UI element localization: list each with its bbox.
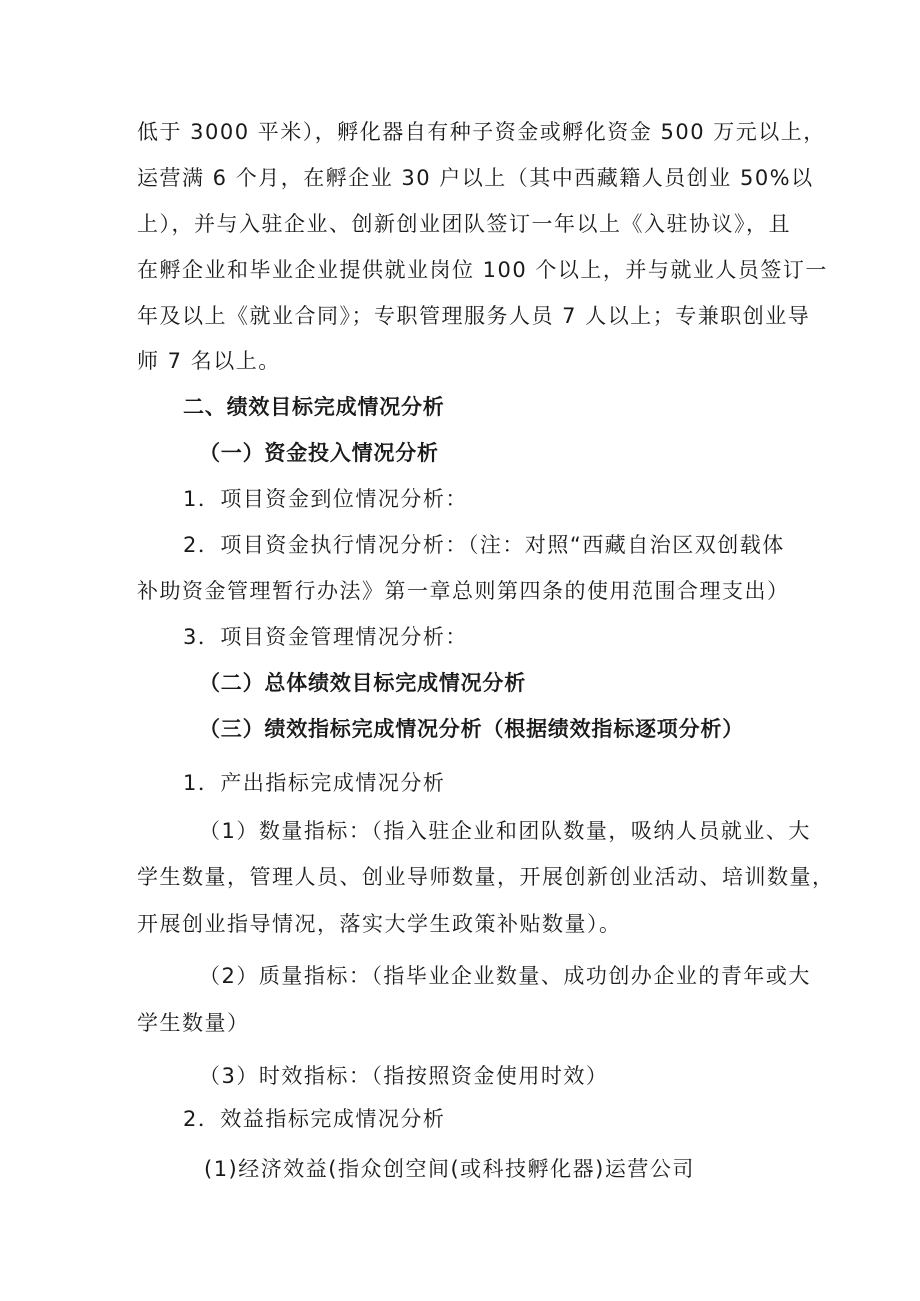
paragraph-line: 年及以上《就业合同》；专职管理服务人员 7 人以上；专兼职创业导 — [137, 304, 811, 328]
list-item: 3．项目资金管理情况分析： — [183, 625, 468, 649]
list-item: （3）时效指标：（指按照资金使用时效） — [199, 1064, 609, 1088]
paragraph-line: 低于 3000 平米），孵化器自有种子资金或孵化资金 500 万元以上， — [137, 120, 826, 144]
paragraph-line: 在孵企业和毕业企业提供就业岗位 100 个以上，并与就业人员签订一 — [137, 258, 828, 282]
paragraph-line: 补助资金管理暂行办法》第一章总则第四条的使用范围合理支出） — [137, 579, 790, 603]
paragraph-line: 师 7 名以上。 — [137, 349, 281, 373]
paragraph-line: 学生数量） — [137, 1011, 250, 1035]
list-item: 1．项目资金到位情况分析： — [183, 487, 468, 511]
list-item: （2）质量指标：（指毕业企业数量、成功创办企业的青年或大 — [199, 964, 811, 988]
subsection-heading: （三）绩效指标完成情况分析（根据绩效指标逐项分析） — [199, 717, 744, 741]
paragraph-line: 学生数量，管理人员、创业导师数量，开展创新创业活动、培训数量， — [137, 865, 835, 889]
paragraph-line: 开展创业指导情况，落实大学生政策补贴数量）。 — [137, 912, 622, 936]
list-item: 1．产出指标完成情况分析 — [183, 771, 446, 795]
list-item: (1)经济效益(指众创空间(或科技孵化器)运营公司 — [204, 1157, 695, 1181]
subsection-heading: （二）总体绩效目标完成情况分析 — [199, 671, 526, 695]
section-heading: 二、绩效目标完成情况分析 — [183, 395, 445, 419]
list-item: 2．项目资金执行情况分析：（注：对照“西藏自治区双创载体 — [183, 533, 785, 557]
subsection-heading: （一）资金投入情况分析 — [199, 441, 439, 465]
paragraph-line: 上），并与入驻企业、创新创业团队签订一年以上《入驻协议》，且 — [137, 212, 791, 236]
list-item: 2．效益指标完成情况分析 — [183, 1107, 446, 1131]
list-item: （1）数量指标：（指入驻企业和团队数量，吸纳人员就业、大 — [199, 819, 811, 843]
paragraph-line: 运营满 6 个月，在孵企业 30 户以上（其中西藏籍人员创业 50%以 — [137, 166, 814, 190]
